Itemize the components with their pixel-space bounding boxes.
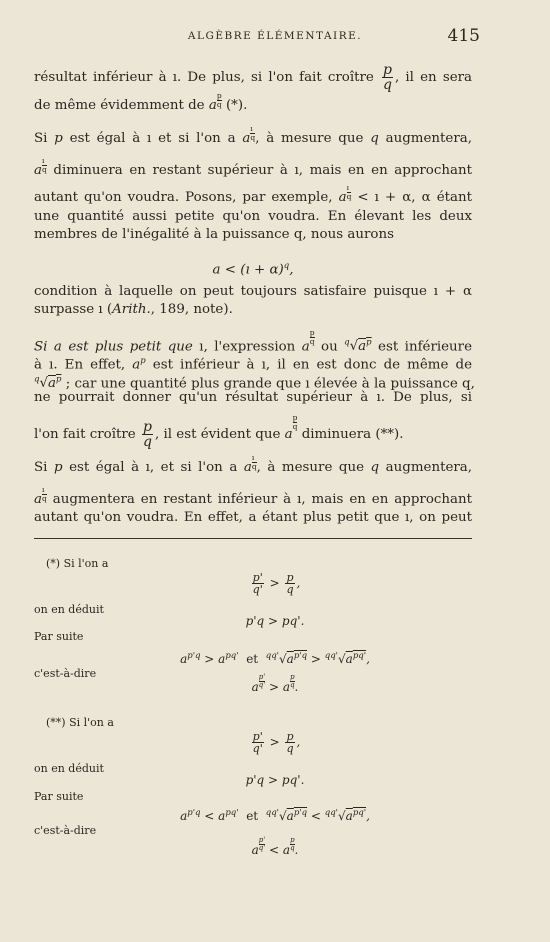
text-span: augmentera en restant inférieur à ı, mais en en approchant <box>52 492 472 507</box>
radical-sign: √ <box>349 339 359 355</box>
text-span: est égal à ı et si l'on a <box>69 131 236 146</box>
numerator: p <box>290 673 295 681</box>
exponent: p'q <box>293 808 308 818</box>
denominator: q <box>250 132 256 142</box>
base-a: a <box>34 492 42 507</box>
numerator: p <box>309 328 315 337</box>
exponent: pq' <box>352 651 367 661</box>
index-q1: q' <box>271 808 280 818</box>
text-span: a < (ı + α) <box>212 262 284 278</box>
text-span: , <box>289 262 294 278</box>
fraction-p-over-q <box>382 63 393 92</box>
footnote-2-eq2: p'q > pq'. <box>245 773 305 787</box>
base-a: a <box>132 357 141 373</box>
footnote-1-parsuite: Par suite <box>34 630 84 643</box>
base-a: a <box>284 427 293 442</box>
denominator: q <box>292 421 298 431</box>
text-line-2 <box>34 91 472 114</box>
fraction-p1-over-q1 <box>252 572 264 595</box>
footnote-1-label: (*) Si l'on a <box>46 557 109 570</box>
footnote-1-cad: c'est-à-dire <box>34 667 97 680</box>
running-header: ALGÈBRE ÉLÉMENTAIRE. <box>187 30 363 42</box>
radicand <box>287 809 307 823</box>
text-span: diminuera (**). <box>301 427 404 442</box>
footnote-2-eq1 <box>0 731 550 754</box>
text-span: < a <box>200 809 226 823</box>
footnote-1-eq2: p'q > pq'. <box>245 614 305 628</box>
text-span: à ı. En effet, <box>34 357 126 373</box>
punctuation: . <box>294 843 299 857</box>
numerator: p' <box>252 730 263 743</box>
text-span: , 189, note). <box>150 302 233 317</box>
punctuation: . <box>294 680 299 694</box>
denominator: q <box>251 461 257 471</box>
text-span: q <box>370 131 379 146</box>
text-span: Si a est plus petit que <box>34 339 193 355</box>
index-q: q <box>324 808 331 818</box>
base-a: a <box>34 163 42 178</box>
punctuation: , <box>296 735 301 749</box>
text-span: de même évidemment de <box>34 98 205 113</box>
numerator: p' <box>258 836 266 844</box>
base-a: a <box>301 339 310 355</box>
text-line-16 <box>34 453 473 476</box>
operator: > <box>269 576 280 590</box>
text-span: , il est évident que <box>154 427 281 442</box>
denominator: q <box>286 742 294 755</box>
exponent: pq' <box>225 651 239 661</box>
footnote-2-eq3 <box>0 808 550 823</box>
exponent-p-over-q <box>310 329 315 345</box>
denominator: q <box>383 77 392 93</box>
punctuation: , <box>366 652 370 666</box>
exponent-p1-over-q1 <box>259 674 265 689</box>
text-line-9: condition à laquelle on peut toujours satisfaire puisque ı + α <box>34 284 472 299</box>
operator: > <box>269 680 280 694</box>
base-a: a <box>338 190 347 205</box>
root-index <box>266 808 279 818</box>
numerator: p <box>383 62 392 78</box>
operator: < <box>310 809 321 823</box>
numerator: p <box>286 730 294 743</box>
text-span: est inférieure <box>378 339 473 355</box>
operator: > <box>269 735 280 749</box>
text-span: < ı + α, α étant <box>357 190 472 205</box>
text-span: surpasse ı ( <box>34 302 113 317</box>
denominator: q' <box>252 583 263 596</box>
root-index <box>325 808 338 818</box>
radical-sign: √ <box>338 652 346 666</box>
exponent-1-over-q <box>42 486 47 502</box>
exponent-p-over-q <box>217 92 222 108</box>
text-span: Si <box>34 460 48 475</box>
index-q1: q' <box>330 651 339 661</box>
text-line-15 <box>34 413 472 450</box>
numerator: p <box>216 91 222 100</box>
base-a: a <box>208 98 217 113</box>
text-line-14: ne pourrait donner qu'un résultat supérieur à ı. De plus, si <box>34 390 472 405</box>
text-span: augmentera, <box>385 460 473 475</box>
text-line-6: une quantité aussi petite qu'on voudra. En élevant les deux <box>34 209 472 224</box>
base-a: a <box>345 809 353 823</box>
base-a: a <box>48 376 56 392</box>
text-line-7: membres de l'inégalité à la puissance q, nous aurons <box>34 227 394 242</box>
numerator: p <box>142 419 152 435</box>
radicand <box>287 652 307 666</box>
footnote-2-parsuite: Par suite <box>34 790 84 803</box>
text-line-5 <box>34 183 472 206</box>
denominator: q <box>286 583 294 596</box>
base-a: a <box>180 809 188 823</box>
text-line-4 <box>34 156 472 179</box>
text-span: diminuera en restant supérieur à ı, mais en en approchant <box>53 163 472 178</box>
text-span: q <box>370 460 380 475</box>
text-span: ou <box>321 339 338 355</box>
text-span: est inférieur à ı, il en est donc de même de <box>152 357 472 373</box>
text-line-12 <box>34 353 472 373</box>
base-a: a <box>251 843 259 857</box>
base-a: a <box>282 843 291 857</box>
punctuation: , <box>366 809 370 823</box>
denominator: q <box>216 99 222 109</box>
footnote-2-eq4 <box>0 836 550 857</box>
conjunction: et <box>246 809 259 823</box>
base-a: a <box>243 460 252 475</box>
text-span: l'on fait croître <box>34 427 136 442</box>
fraction-p-over-q <box>142 420 153 449</box>
numerator: p' <box>252 571 263 584</box>
exponent: pq' <box>225 808 239 818</box>
denominator: q <box>142 434 152 450</box>
text-span: ı, l'expression <box>199 339 296 355</box>
text-span: Si <box>34 131 48 146</box>
root-index: q <box>34 375 40 385</box>
base-a: a <box>282 680 291 694</box>
numerator: p <box>290 836 295 844</box>
centered-inequality <box>34 258 472 278</box>
exponent: p <box>366 338 372 348</box>
radical-sign: √ <box>39 376 48 392</box>
exponent-p-over-q <box>293 414 298 430</box>
numerator: ı <box>347 184 352 193</box>
operator: > <box>310 652 321 666</box>
text-span: p <box>54 460 63 475</box>
radical-sign: √ <box>279 652 287 666</box>
denominator: q' <box>258 681 266 689</box>
base-a: a <box>345 652 353 666</box>
numerator: p' <box>258 673 266 681</box>
root-index <box>266 651 279 661</box>
exponent: q <box>283 261 290 271</box>
base-a: a <box>358 339 367 355</box>
base-a: a <box>242 131 251 146</box>
footnote-1-deduit: on en déduit <box>34 603 104 616</box>
base-a: a <box>180 652 188 666</box>
footnote-1-eq1 <box>0 572 550 595</box>
text-span: ; car une quantité plus grande que ı élevée à la puissance q, <box>65 376 475 392</box>
footnote-1-eq3 <box>0 651 550 666</box>
footnote-divider <box>34 538 472 539</box>
base-a: a <box>286 809 294 823</box>
exponent: pq' <box>352 808 367 818</box>
radicand <box>346 652 366 666</box>
text-span: , à mesure que <box>256 460 365 475</box>
denominator: q <box>41 493 47 503</box>
index-q: q <box>324 651 331 661</box>
text-span: > a <box>200 652 226 666</box>
exponent: p <box>140 356 146 366</box>
text-span: Arith. <box>112 302 151 317</box>
footnote-2-cad: c'est-à-dire <box>34 824 97 837</box>
text-span: , il en sera <box>394 70 473 85</box>
numerator: ı <box>42 157 47 166</box>
text-line-1 <box>34 63 472 92</box>
footnote-2-label: (**) Si l'on a <box>46 716 114 729</box>
text-line-10 <box>34 302 472 318</box>
fraction-p-over-q <box>285 572 294 595</box>
operator: < <box>269 843 280 857</box>
text-span: augmentera, <box>385 131 472 146</box>
base-a: a <box>286 652 294 666</box>
denominator: q <box>41 164 47 174</box>
root-index <box>325 651 338 661</box>
fraction-p1-over-q1 <box>252 731 264 754</box>
exponent: p'q <box>187 808 201 818</box>
text-span: résultat inférieur à ı. De plus, si l'on fait croître <box>34 70 374 85</box>
base-a: a <box>251 680 259 694</box>
exponent: p <box>55 375 62 385</box>
text-span: p <box>54 131 63 146</box>
punctuation: , <box>296 576 301 590</box>
root-index: q <box>344 338 350 348</box>
index-q: q <box>265 651 272 661</box>
conjunction: et <box>246 652 259 666</box>
exponent: p'q <box>187 651 201 661</box>
text-line-17 <box>34 485 472 508</box>
numerator: p <box>292 413 298 422</box>
numerator: ı <box>42 486 47 495</box>
radical-sign: √ <box>338 809 346 823</box>
text-span: autant qu'on voudra. Posons, par exemple, <box>34 190 333 205</box>
exponent-p1-over-q1 <box>259 837 265 852</box>
denominator: q <box>309 336 315 346</box>
numerator: ı <box>250 125 255 134</box>
page-number: 415 <box>447 26 480 46</box>
exponent-1-over-q <box>42 157 47 173</box>
radicand <box>346 809 366 823</box>
text-span: est égal à ı, et si l'on a <box>69 460 238 475</box>
denominator: q <box>290 844 295 852</box>
exponent: p'q <box>293 651 308 661</box>
index-q: q <box>265 808 272 818</box>
numerator: ı <box>252 454 257 463</box>
denominator: q <box>290 681 295 689</box>
denominator: q' <box>258 844 266 852</box>
index-q1: q' <box>271 651 280 661</box>
exponent-1-over-q <box>347 184 352 200</box>
text-span: , à mesure que <box>255 131 364 146</box>
fraction-p-over-q <box>285 731 294 754</box>
denominator: q' <box>252 742 263 755</box>
radical-sign: √ <box>279 809 287 823</box>
text-line-3 <box>34 124 472 147</box>
text-line-18: autant qu'on voudra. En effet, a étant plus petit que ı, on peut <box>34 510 472 525</box>
footnote-2-deduit: on en déduit <box>34 762 104 775</box>
text-span: (*). <box>225 98 248 113</box>
numerator: p <box>286 571 294 584</box>
denominator: q <box>346 191 352 201</box>
index-q1: q' <box>330 808 339 818</box>
